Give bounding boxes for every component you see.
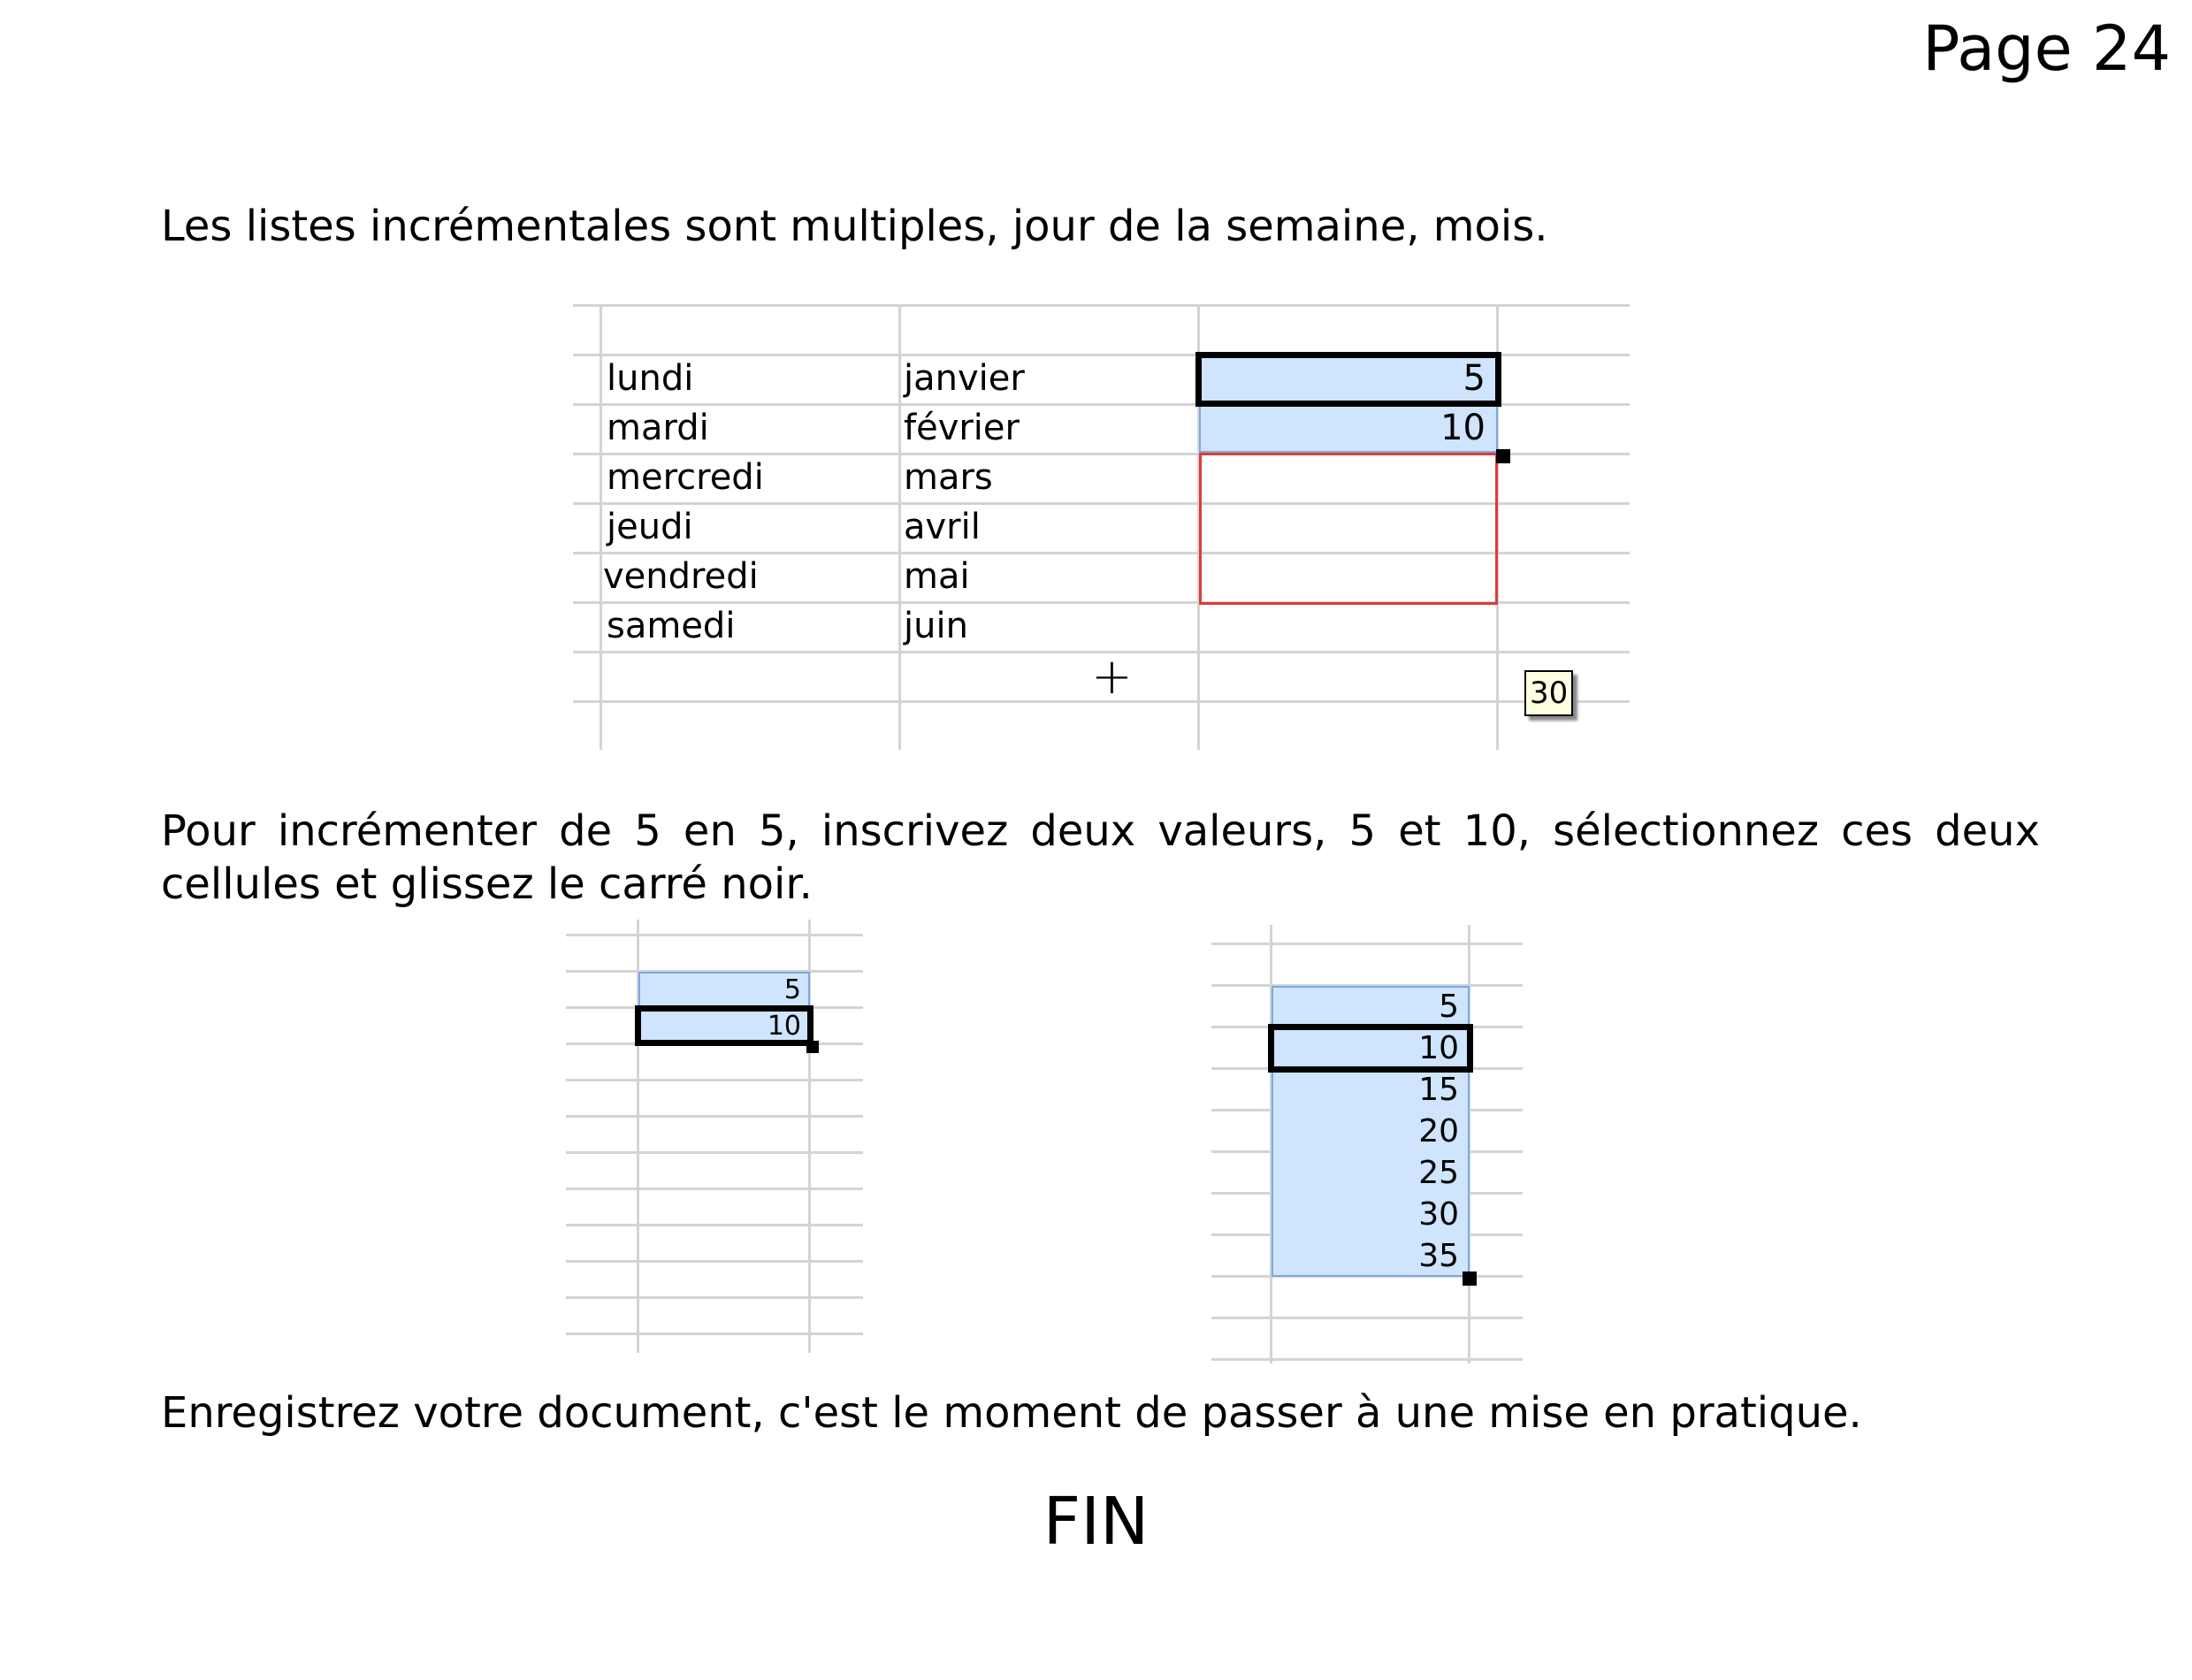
crosshair-cursor-icon: + <box>1091 648 1133 706</box>
grid-line <box>898 304 901 750</box>
grid-line <box>1211 1358 1523 1361</box>
cell-month[interactable]: mai <box>904 556 970 597</box>
cell-value[interactable]: 25 <box>1418 1155 1459 1191</box>
cell-value[interactable]: 5 <box>1463 358 1486 399</box>
cell-value[interactable]: 15 <box>1418 1072 1459 1108</box>
grid-line <box>573 304 1630 307</box>
cell-month[interactable]: mars <box>904 457 993 498</box>
grid-line <box>600 304 602 750</box>
cell-day[interactable]: vendredi <box>603 556 759 597</box>
spreadsheet-two-values <box>566 920 867 1353</box>
cell-day[interactable]: mardi <box>607 408 709 448</box>
cell-value[interactable]: 5 <box>1439 989 1459 1025</box>
intro-paragraph: Les listes incrémentales sont multiples, jour de la semaine, mois. <box>161 202 1548 251</box>
cell-day[interactable]: lundi <box>607 358 694 399</box>
grid-line <box>566 1115 863 1118</box>
grid-line <box>566 1296 863 1299</box>
grid-line <box>566 1187 863 1190</box>
cell-value[interactable]: 10 <box>767 1011 801 1042</box>
grid-line <box>1211 943 1523 945</box>
grid-line <box>566 1079 863 1081</box>
cell-day[interactable]: jeudi <box>607 507 693 547</box>
grid-line <box>566 1260 863 1263</box>
end-label: FIN <box>1043 1484 1149 1560</box>
fill-handle[interactable] <box>1496 449 1510 463</box>
cell-month[interactable]: février <box>904 408 1020 448</box>
page-number: Page 24 <box>1922 12 2171 85</box>
grid-line <box>566 1333 863 1335</box>
grid-line <box>566 1224 863 1226</box>
cell-month[interactable]: avril <box>904 507 981 547</box>
cell-value[interactable]: 30 <box>1418 1196 1459 1233</box>
fill-handle[interactable] <box>806 1041 819 1053</box>
instruction-paragraph: Pour incrémenter de 5 en 5, inscrivez deux valeurs, 5 et 10, sélectionnez ces deux cellules et glissez le carré noir. <box>161 806 2040 909</box>
grid-line <box>566 934 863 936</box>
cell-day[interactable]: samedi <box>607 606 736 646</box>
grid-line <box>1211 1317 1523 1319</box>
fill-preview-outline <box>1199 453 1498 605</box>
fill-handle[interactable] <box>1463 1271 1477 1286</box>
cell-month[interactable]: juin <box>904 606 968 646</box>
cell-month[interactable]: janvier <box>904 358 1025 399</box>
spreadsheet-days-months <box>573 304 1634 750</box>
grid-line <box>566 1151 863 1154</box>
closing-paragraph: Enregistrez votre document, c'est le moment de passer à une mise en pratique. <box>161 1388 1862 1438</box>
cell-value[interactable]: 10 <box>1440 408 1486 448</box>
cell-value[interactable]: 10 <box>1418 1030 1459 1066</box>
fill-value-tooltip: 30 <box>1524 670 1573 716</box>
spreadsheet-filled-series <box>1211 925 1526 1363</box>
cell-value[interactable]: 20 <box>1418 1113 1459 1149</box>
cell-value[interactable]: 5 <box>783 974 801 1005</box>
cell-day[interactable]: mercredi <box>607 457 764 498</box>
cell-value[interactable]: 35 <box>1418 1238 1459 1274</box>
